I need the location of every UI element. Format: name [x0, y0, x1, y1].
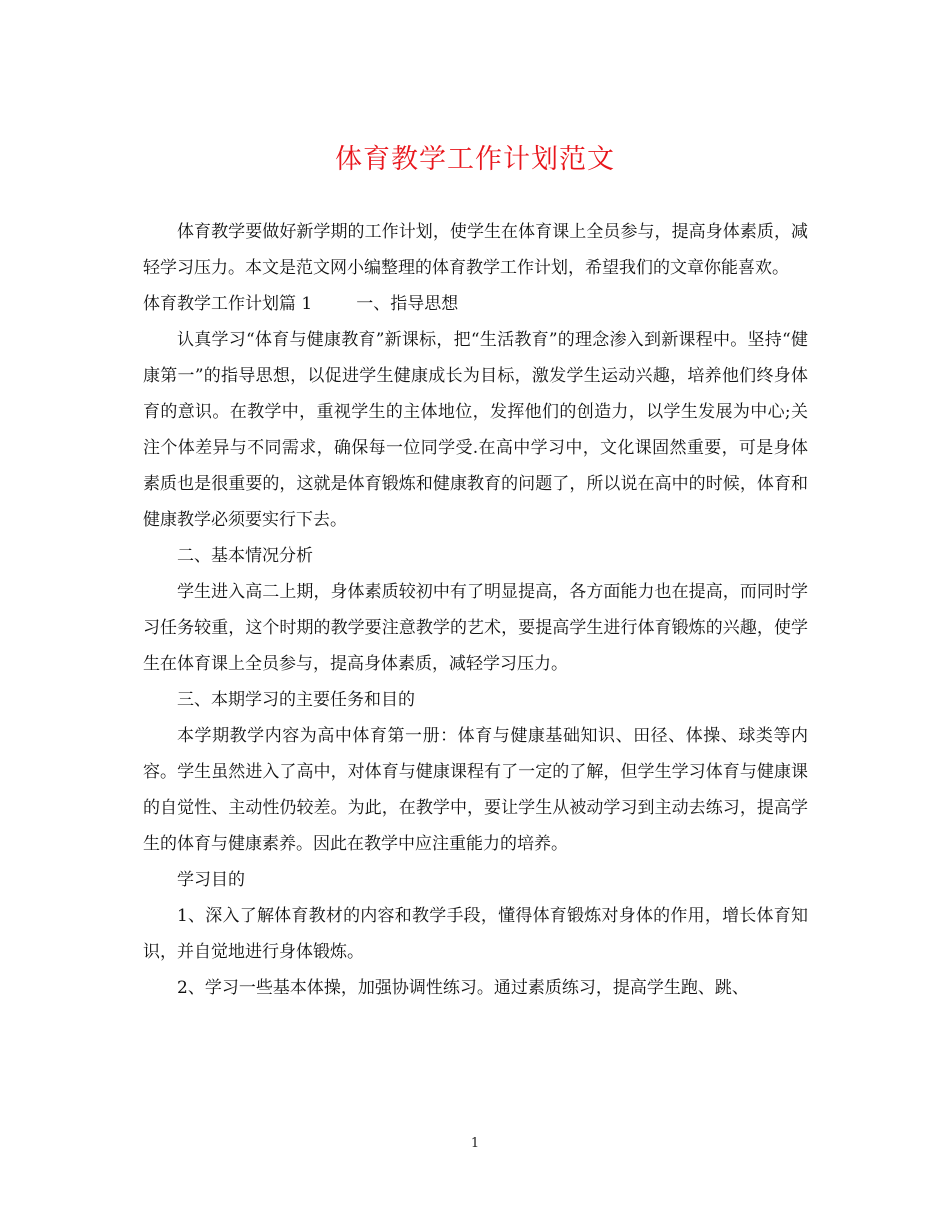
list-item-1: 1、深入了解体育教材的内容和教学手段，懂得体育锻炼对身体的作用，增长体育知识，并自觉地进行身体锻炼。	[143, 906, 808, 962]
paragraph-situation-analysis: 学生进入高二上期，身体素质较初中有了明显提高，各方面能力也在提高，而同时学习任务较重，这个时期的教学要注意教学的艺术，要提高学生进行体育锻炼的兴趣，使学生在体育课上全员参与，提高身体素质，减轻学习压力。	[143, 582, 808, 674]
paragraph-main-tasks: 本学期教学内容为高中体育第一册：体育与健康基础知识、田径、体操、球类等内容。学生虽然进入了高中，对体育与健康课程有了一定的了解，但学生学习体育与健康课的自觉性、主动性仍较差。为此，在教学中，要让学生从被动学习到主动去练习，提高学生的体育与健康素养。因此在教学中应注重能力的培养。	[143, 726, 808, 854]
section-heading-4: 学习目的	[177, 870, 245, 890]
section-heading-2: 二、基本情况分析	[177, 546, 313, 566]
intro-paragraph: 体育教学要做好新学期的工作计划，使学生在体育课上全员参与，提高身体素质，减轻学习压力。本文是范文网小编整理的体育教学工作计划，希望我们的文章你能喜欢。	[143, 222, 808, 278]
section-heading-3: 三、本期学习的主要任务和目的	[177, 690, 415, 710]
section-label: 体育教学工作计划篇 1	[143, 294, 313, 314]
section-heading-1: 一、指导思想	[356, 294, 459, 314]
document-title: 体育教学工作计划范文	[335, 144, 615, 175]
paragraph-guiding-thought: 认真学习“体育与健康教育”新课标，把“生活教育”的理念渗入到新课程中。坚持“健康第一”的指导思想，以促进学生健康成长为目标，激发学生运动兴趣，培养他们终身体育的意识。在教学中，重视学生的主体地位，发挥他们的创造力，以学生发展为中心;关注个体差异与不同需求，确保每一位同学受.在高中学习中，文化课固然重要，可是身体素质也是很重要的，这就是体育锻炼和健康教育的问题了，所以说在高中的时候，体育和健康教学必须要实行下去。	[143, 330, 808, 530]
document-body	[143, 214, 808, 1006]
page-number: 1	[470, 1136, 480, 1151]
section-heading-row	[143, 286, 808, 322]
list-item-2: 2、学习一些基本体操，加强协调性练习。通过素质练习，提高学生跑、跳、	[177, 978, 749, 998]
